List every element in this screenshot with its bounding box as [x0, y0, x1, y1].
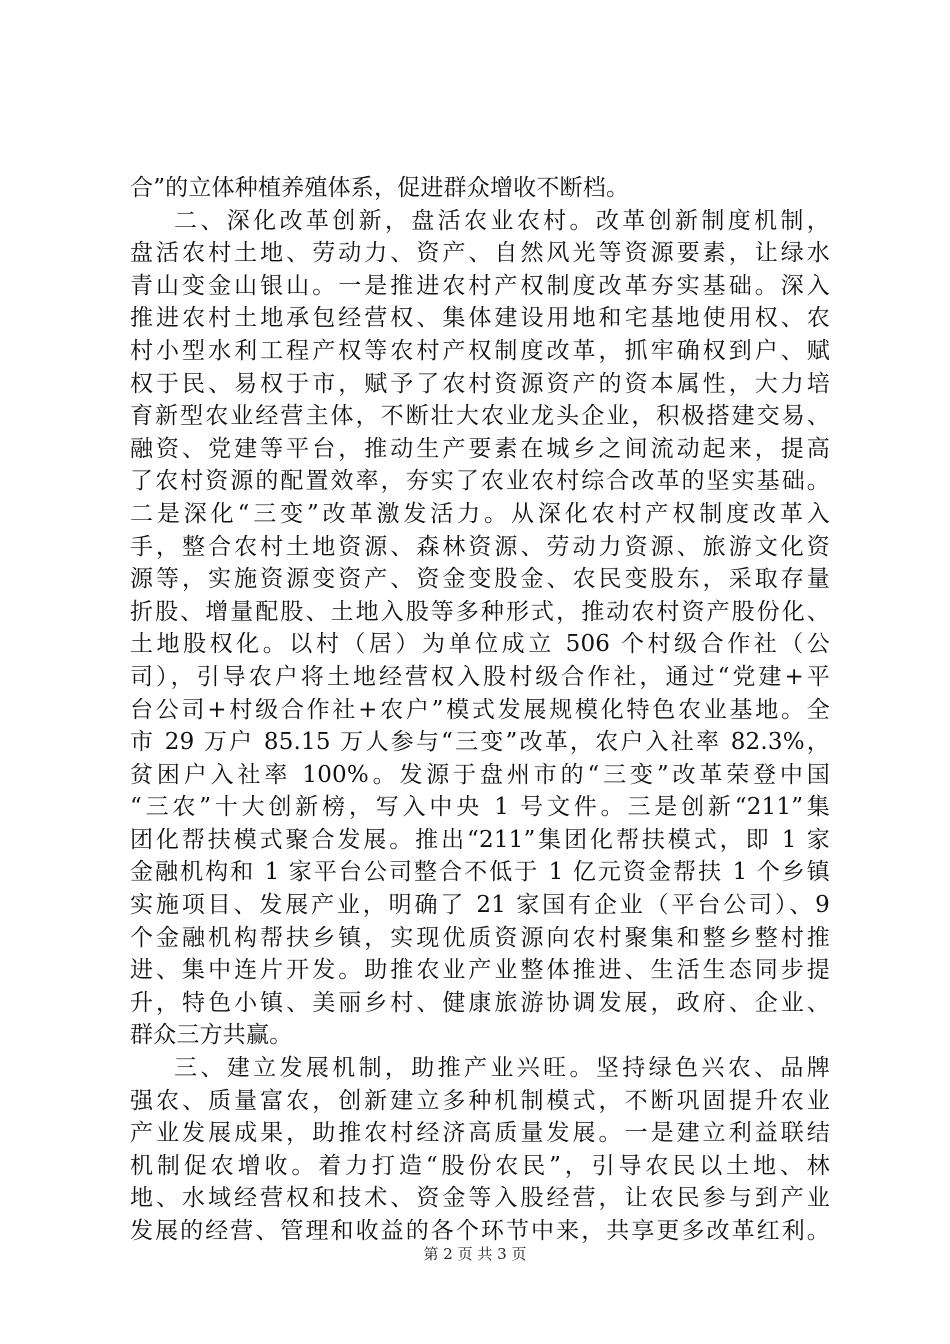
text-line: 发展的经营、管理和收益的各个环节中来，共享更多改革红利。 [130, 1218, 830, 1244]
text-line: 源等，实施资源变资产、资金变股金、农民变股东，采取存量 [130, 566, 830, 593]
text-line: 金融机构和 1 家平台公司整合不低于 1 亿元资金帮扶 1 个乡镇 [130, 859, 830, 886]
paragraph-heading-line: 二、深化改革创新，盘活农业农村。改革创新制度机制， [174, 207, 830, 234]
text-line: 团化帮扶模式聚合发展。推出“211”集团化帮扶模式，即 1 家 [130, 826, 830, 853]
text-line: 育新型农业经营主体，不断壮大农业龙头企业，积极搭建交易、 [130, 403, 830, 430]
text-line: 手，整合农村土地资源、森林资源、劳动力资源、旅游文化资 [130, 533, 830, 560]
text-line: “三农”十大创新榜，写入中央 1 号文件。三是创新“211”集 [130, 794, 830, 821]
text-line: 台公司+村级合作社+农户”模式发展规模化特色农业基地。全 [130, 696, 830, 723]
body-text [130, 172, 830, 1248]
text-line: 升，特色小镇、美丽乡村、健康旅游协调发展，政府、企业、 [130, 989, 830, 1016]
text-line: 市 29 万户 85.15 万人参与“三变”改革，农户入社率 82.3%， [130, 729, 830, 756]
text-line: 折股、增量配股、土地入股等多种形式，推动农村资产股份化、 [130, 598, 830, 625]
page-footer: 第 2 页 共 3 页 [423, 1245, 527, 1263]
text-line: 合”的立体种植养殖体系，促进群众增收不断档。 [130, 175, 630, 201]
text-line: 土地股权化。以村（居）为单位成立 506 个村级合作社（公 [130, 631, 830, 658]
text-line: 地、水域经营权和技术、资金等入股经营，让农民参与到产业 [130, 1185, 830, 1212]
text-line: 推进农村土地承包经营权、集体建设用地和宅基地使用权、农 [130, 305, 830, 332]
paragraph-heading-line: 三、建立发展机制，助推产业兴旺。坚持绿色兴农、品牌 [174, 1055, 830, 1082]
text-line: 盘活农村土地、劳动力、资产、自然风光等资源要素，让绿水 [130, 240, 830, 267]
text-line: 强农、质量富农，创新建立多种机制模式，不断巩固提升农业 [130, 1087, 830, 1114]
text-line: 群众三方共赢。 [130, 1022, 293, 1049]
text-line: 权于民、易权于市，赋予了农村资源资产的资本属性，大力培 [130, 370, 830, 397]
text-line: 贫困户入社率 100%。发源于盘州市的“三变”改革荣登中国 [130, 761, 830, 788]
text-line: 融资、党建等平台，推动生产要素在城乡之间流动起来，提高 [130, 435, 830, 462]
text-line: 产业发展成果，助推农村经济高质量发展。一是建立利益联结 [130, 1120, 830, 1147]
text-line: 二是深化“三变”改革激发活力。从深化农村产权制度改革入 [130, 500, 830, 527]
text-line: 机制促农增收。着力打造“股份农民”，引导农民以土地、林 [130, 1152, 830, 1179]
text-line: 了农村资源的配置效率，夯实了农业农村综合改革的坚实基础。 [130, 468, 830, 495]
text-line: 实施项目、发展产业，明确了 21 家国有企业（平台公司）、9 [130, 892, 830, 919]
text-line: 司），引导农户将土地经营权入股村级合作社，通过“党建+平 [130, 663, 830, 690]
text-line: 进、集中连片开发。助推农业产业整体推进、生活生态同步提 [130, 957, 830, 984]
text-line: 青山变金山银山。一是推进农村产权制度改革夯实基础。深入 [130, 272, 830, 299]
text-line: 村小型水利工程产权等农村产权制度改革，抓牢确权到户、赋 [130, 337, 830, 364]
text-line: 个金融机构帮扶乡镇，实现优质资源向农村聚集和整乡整村推 [130, 924, 830, 951]
